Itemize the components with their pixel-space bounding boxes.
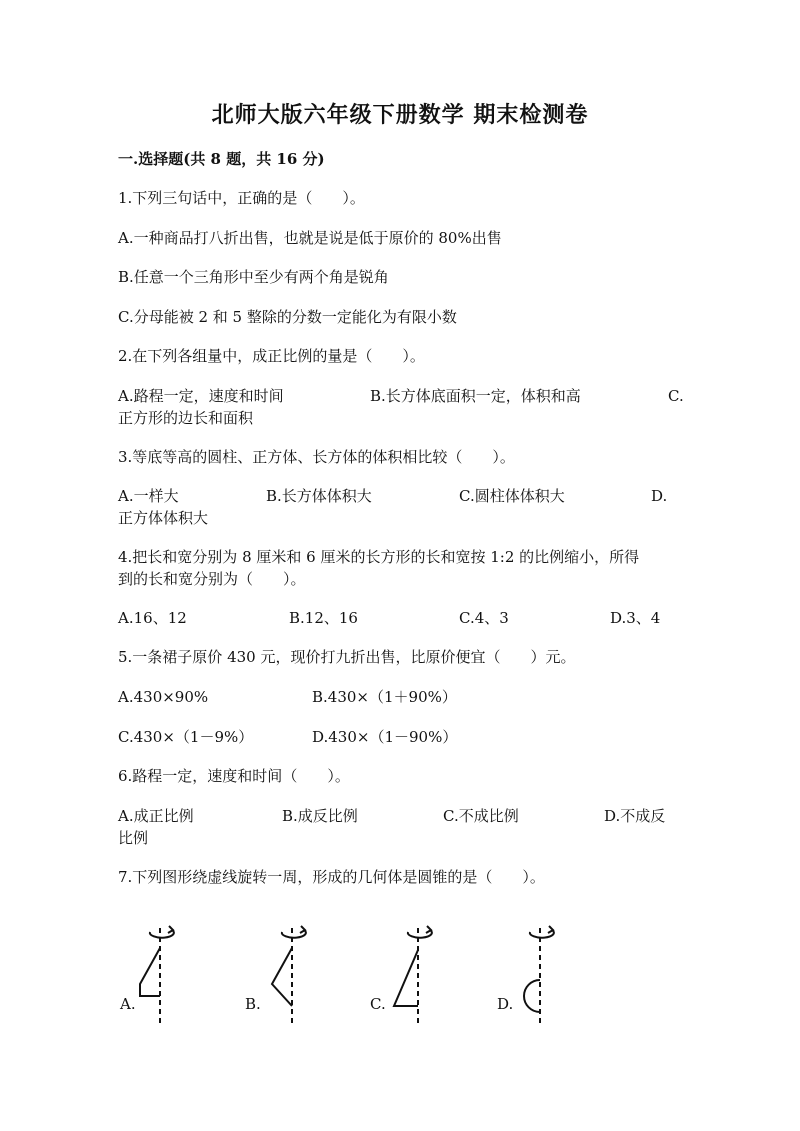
question-1-option-a: A.一种商品打八折出售，也就是说是低于原价的 80%出售 [118,229,502,247]
question-3-option-b: B.长方体体积大 [266,487,372,505]
question-4-option-b: B.12、16 [289,609,358,627]
question-3-option-c: C.圆柱体体积大 [459,487,565,505]
question-6-option-a: A.成正比例 [118,807,194,825]
question-2-option-a: A.路程一定，速度和时间 [118,387,284,405]
rotation-trapezoid-figure [136,920,196,1030]
question-5-option-c: C.430×（1－9%） [118,728,254,746]
question-3-option-d-text: 正方体体积大 [118,509,209,527]
question-5-option-a: A.430×90% [118,688,209,706]
question-6-option-d-line1: D.不成反 [604,807,666,825]
arrow-head-icon [300,926,305,933]
right-triangle-outline [394,950,418,1006]
question-5-stem: 5.一条裙子原价 430 元，现价打九折出售，比原价便宜（ ）元。 [118,648,576,666]
question-7-option-a: A. [120,995,136,1013]
question-6-option-b: B.成反比例 [282,807,358,825]
question-2-option-b: B.长方体底面积一定，体积和高 [370,387,581,405]
rotation-semicircle-figure [516,920,576,1030]
arrow-head-icon [168,926,173,933]
question-1-option-c: C.分母能被 2 和 5 整除的分数一定能化为有限小数 [118,308,457,326]
question-6-stem: 6.路程一定，速度和时间（ ）。 [118,767,350,785]
rotation-right-triangle-figure [392,920,452,1030]
question-6-option-d-line2: 比例 [118,829,149,847]
question-3-stem: 3.等底等高的圆柱、正方体、长方体的体积相比较（ ）。 [118,448,515,466]
question-6-option-c: C.不成比例 [443,807,519,825]
triangle-outline [272,948,292,1006]
arrow-head-icon [426,926,431,933]
question-7-stem: 7.下列图形绕虚线旋转一周，形成的几何体是圆锥的是（ ）。 [118,868,545,886]
question-1-stem: 1.下列三句话中，正确的是（ ）。 [118,189,365,207]
question-7-option-b: B. [245,995,261,1013]
page-title: 北师大版六年级下册数学 期末检测卷 [211,102,589,128]
question-4-option-a: A.16、12 [118,609,187,627]
question-4-option-d: D.3、4 [610,609,661,627]
question-3-option-a: A.一样大 [118,487,179,505]
question-5-option-d: D.430×（1－90%） [312,728,458,746]
section-heading: 一.选择题(共 8 题，共 16 分) [118,150,325,168]
question-7-option-d: D. [497,995,514,1013]
semicircle-outline [524,980,540,1012]
question-7-option-c: C. [370,995,386,1013]
question-2-option-c-label: C. [668,387,684,405]
question-2-option-c-text: 正方形的边长和面积 [118,409,254,427]
question-5-option-b: B.430×（1＋90%） [312,688,457,706]
question-3-option-d-label: D. [651,487,668,505]
trapezoid-outline [140,948,160,996]
question-4-option-c: C.4、3 [459,609,509,627]
arrow-head-icon [548,926,553,933]
question-4-stem-line2: 到的长和宽分别为（ ）。 [118,570,306,588]
question-4-stem-line1: 4.把长和宽分别为 8 厘米和 6 厘米的长方形的长和宽按 1:2 的比例缩小，所得 [118,548,640,566]
question-1-option-b: B.任意一个三角形中至少有两个角是锐角 [118,268,389,286]
question-2-stem: 2.在下列各组量中，成正比例的量是（ ）。 [118,347,425,365]
rotation-triangle-figure [264,920,324,1030]
